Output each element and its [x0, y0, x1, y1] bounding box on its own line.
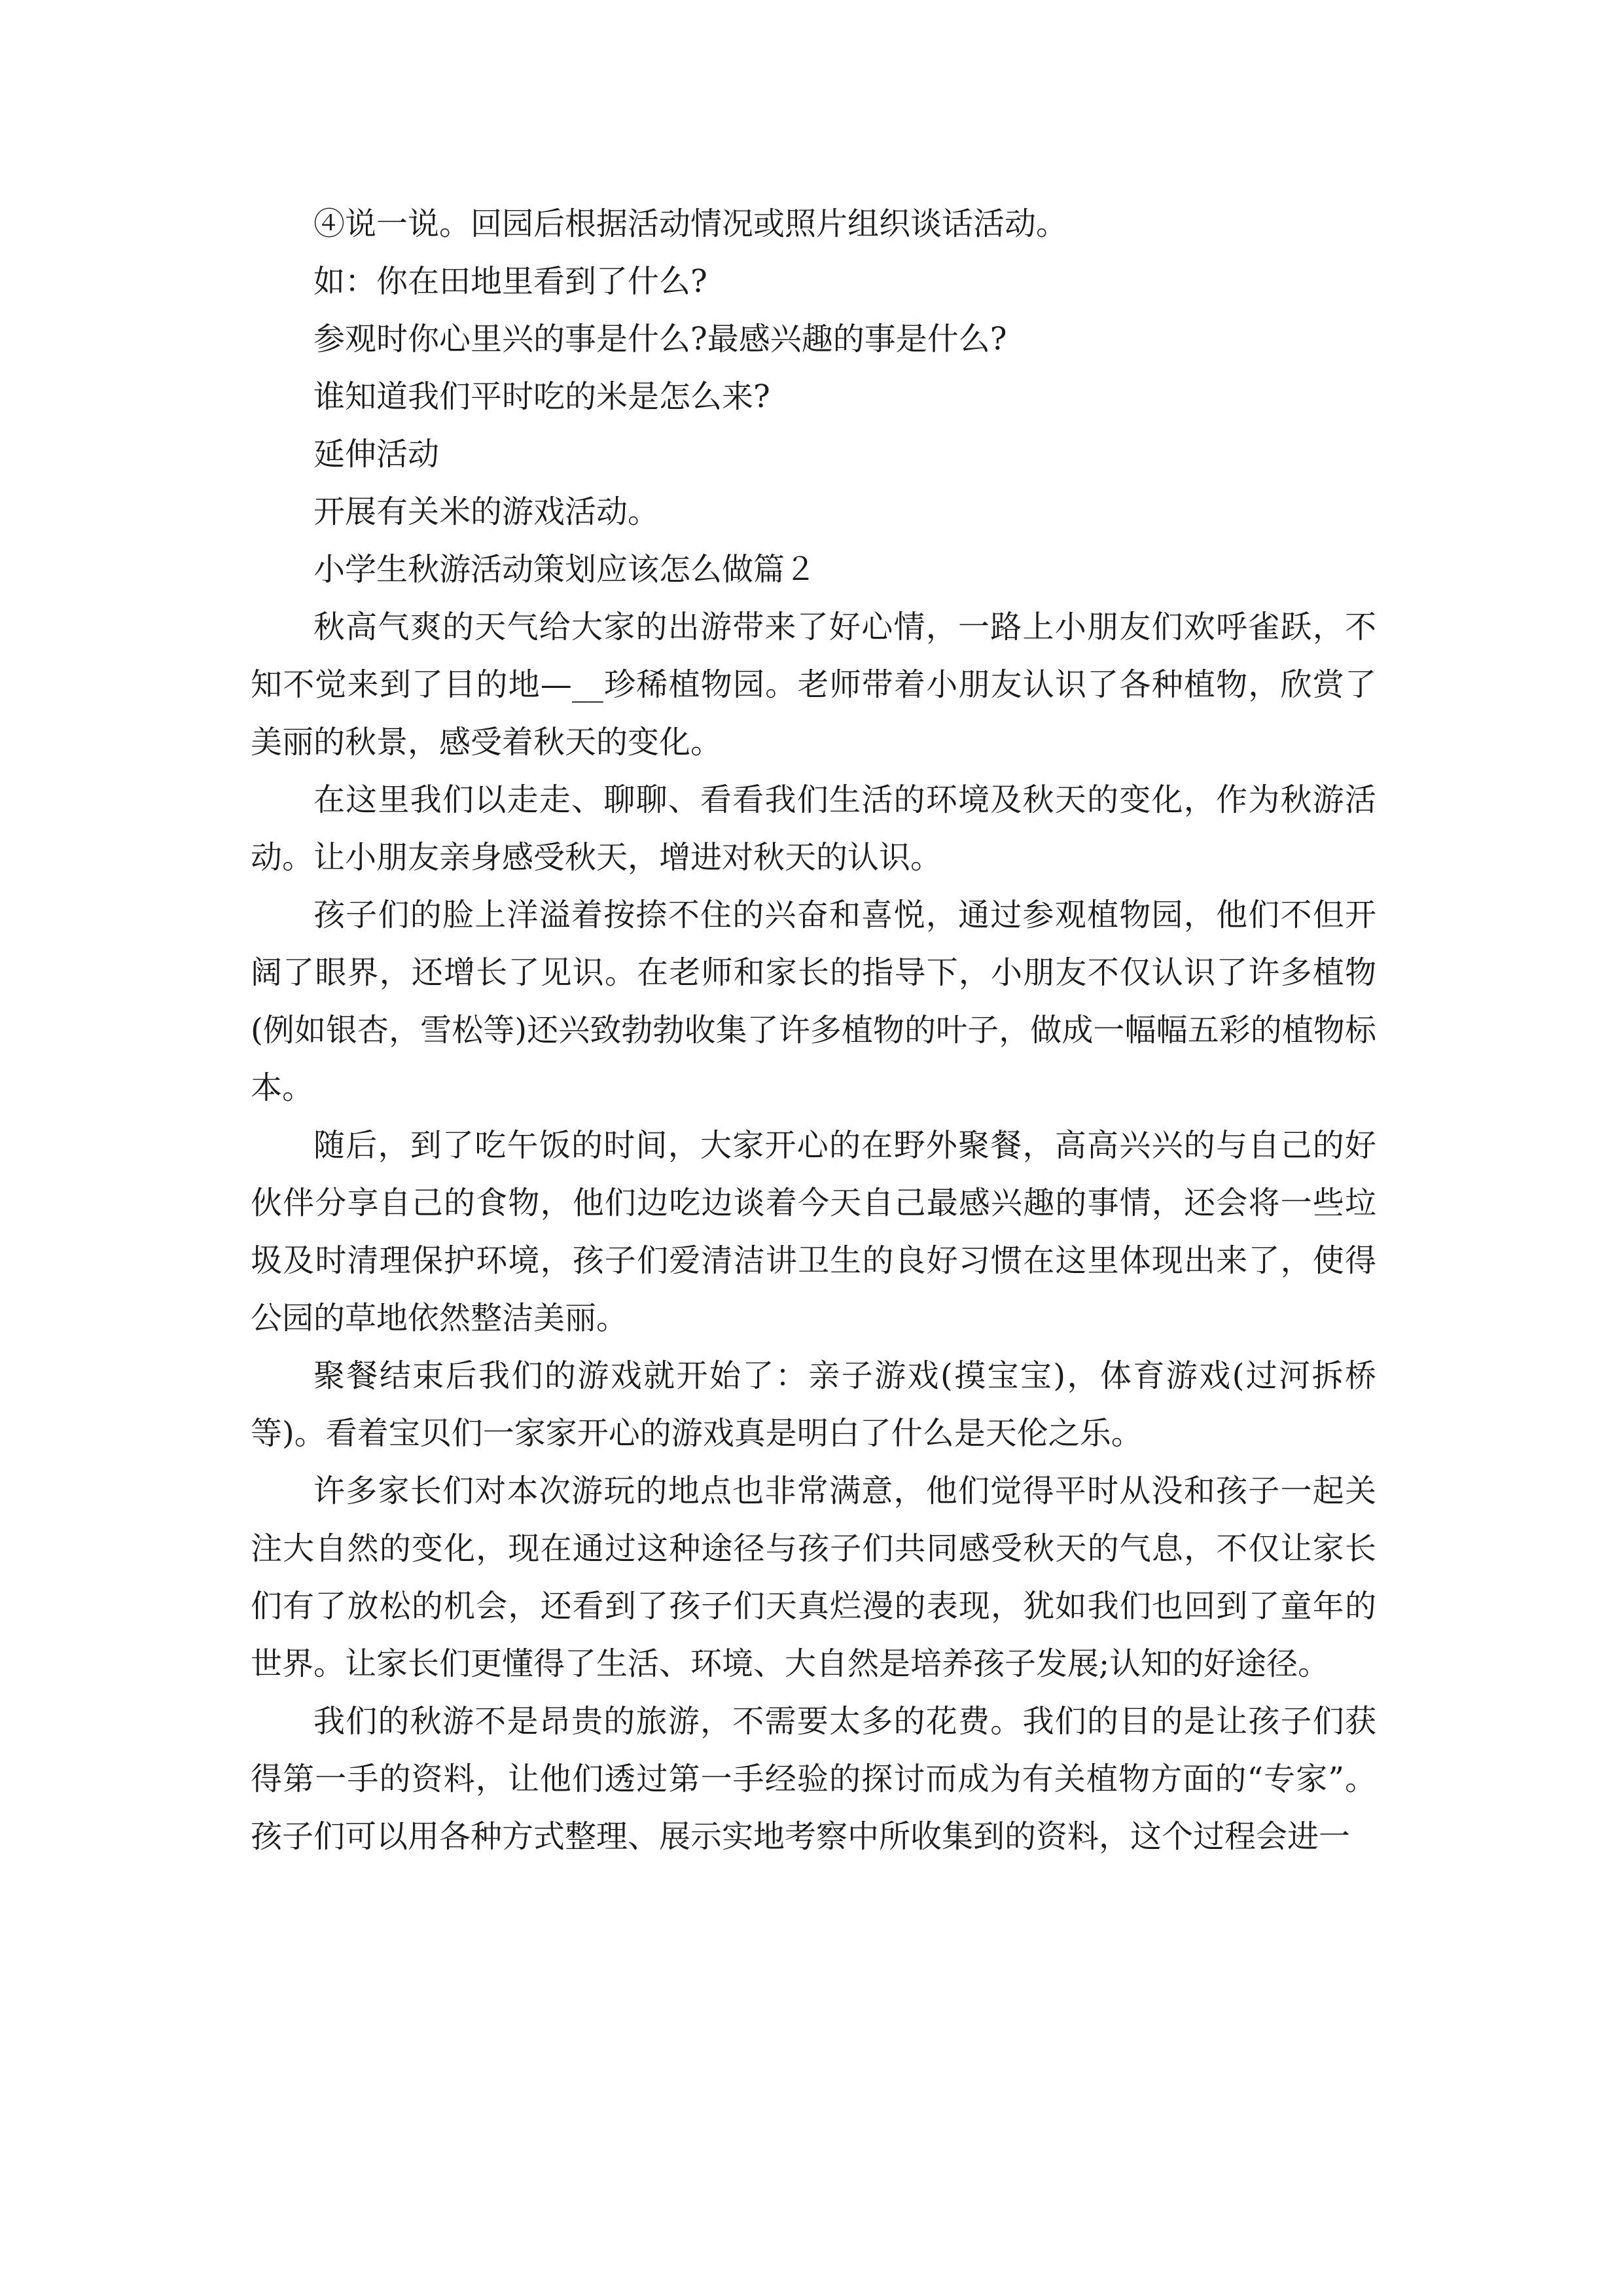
question-line: 谁知道我们平时吃的米是怎么来? [313, 378, 770, 415]
step-talk-line: ④说一说。回园后根据活动情况或照片组织谈话活动。 [313, 206, 1068, 242]
paragraph: 秋高气爽的天气给大家的出游带来了好心情，一路上小朋友们欢呼雀跃，不知不觉来到了目的地—__珍稀植物园。老师带着小朋友认识了各种植物，欣赏了美丽的秋景，感受着秋天的变化。 [251, 609, 1376, 761]
paragraph: 许多家长们对本次游玩的地点也非常满意，他们觉得平时从没和孩子一起关注大自然的变化，现在通过这种途径与孩子们共同感受秋天的气息，不仅让家长们有了放松的机会，还看到了孩子们天真烂漫的表现，犹如我们也回到了童年的世界。让家长们更懂得了生活、环境、大自然是培养孩子发展;认知的好途径。 [251, 1473, 1376, 1682]
section-heading: 延伸活动 [313, 436, 440, 473]
question-line: 参观时你心里兴的事是什么?最感兴趣的事是什么? [313, 321, 1007, 357]
article-title: 小学生秋游活动策划应该怎么做篇２ [313, 551, 817, 588]
paragraph: 我们的秋游不是昂贵的旅游，不需要太多的花费。我们的目的是让孩子们获得第一手的资料，让他们透过第一手经验的探讨而成为有关植物方面的“专家”。孩子们可以用各种方式整理、展示实地考察中所收集到的资料，这个过程会进一 [251, 1703, 1376, 1855]
extension-line: 开展有关米的游戏活动。 [313, 493, 660, 530]
paragraph: 孩子们的脸上洋溢着按捺不住的兴奋和喜悦，通过参观植物园，他们不但开阔了眼界，还增长了见识。在老师和家长的指导下，小朋友不仅认识了许多植物(例如银杏，雪松等)还兴致勃勃收集了许多植物的叶子，做成一幅幅五彩的植物标本。 [251, 897, 1376, 1106]
paragraph: 随后，到了吃午饭的时间，大家开心的在野外聚餐，高高兴兴的与自己的好伙伴分享自己的食物，他们边吃边谈着今天自己最感兴趣的事情，还会将一些垃圾及时清理保护环境，孩子们爱清洁讲卫生的良好习惯在这里体现出来了，使得公园的草地依然整洁美丽。 [251, 1127, 1376, 1336]
paragraph: 在这里我们以走走、聊聊、看看我们生活的环境及秋天的变化，作为秋游活动。让小朋友亲身感受秋天，增进对秋天的认识。 [251, 781, 1376, 876]
document-body [251, 195, 1376, 1865]
paragraph: 聚餐结束后我们的游戏就开始了：亲子游戏(摸宝宝)，体育游戏(过河拆桥等)。看着宝贝们一家家开心的游戏真是明白了什么是天伦之乐。 [251, 1357, 1376, 1452]
question-line: 如：你在田地里看到了什么? [313, 263, 707, 300]
